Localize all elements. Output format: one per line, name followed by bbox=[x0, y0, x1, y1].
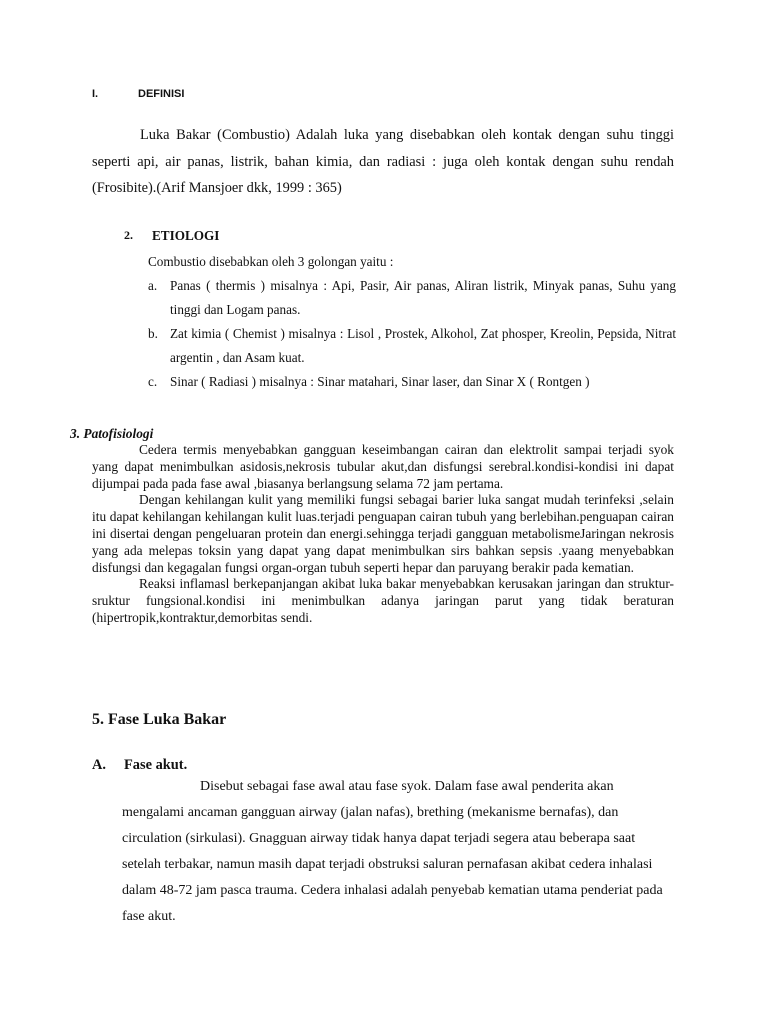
definisi-paragraph: Luka Bakar (Combustio) Adalah luka yang disebabkan oleh kontak dengan suhu tinggi seperti api, air panas, listrik, bahan kimia, dan radiasi : juga oleh kontak dengan suhu rendah (Frosibite).(Arif Mansjoer dkk, 1999 : 365) bbox=[92, 127, 674, 196]
list-item-text: Panas ( thermis ) misalnya : Api, Pasir, Air panas, Aliran listrik, Minyak panas, Suhu yang tinggi dan Logam panas. bbox=[170, 278, 676, 317]
etiologi-section bbox=[122, 228, 682, 394]
fase-akut-title: Fase akut. bbox=[124, 757, 188, 773]
etiologi-heading bbox=[122, 228, 682, 250]
list-item bbox=[122, 370, 676, 394]
list-item-text: Sinar ( Radiasi ) misalnya : Sinar matahari, Sinar laser, dan Sinar X ( Rontgen ) bbox=[170, 374, 590, 389]
fase-heading: 5. Fase Luka Bakar bbox=[92, 711, 227, 728]
list-marker: b. bbox=[148, 326, 158, 341]
paragraph: Reaksi inflamasl berkepanjangan akibat luka bakar menyebabkan kerusakan jaringan dan struktur-sruktur fungsional.kondisi ini menimbulkan adanya jaringan parut yang tidak beraturan (hipertropik,kontraktur,demorbitas sendi. bbox=[92, 576, 674, 625]
etiologi-list bbox=[122, 274, 682, 394]
list-marker: c. bbox=[148, 374, 158, 389]
list-item-text: Zat kimia ( Chemist ) misalnya : Lisol , Prostek, Alkohol, Zat phosper, Kreolin, Pepsida, Nitrat argentin , dan Asam kuat. bbox=[170, 326, 676, 365]
fase-akut-marker: A. bbox=[92, 757, 106, 773]
definisi-number: I. bbox=[92, 88, 99, 100]
definisi-body bbox=[92, 122, 674, 202]
etiologi-number: 2. bbox=[124, 228, 133, 242]
paragraph: Cedera termis menyebabkan gangguan keseimbangan cairan dan elektrolit sampai terjadi syok yang dapat menimbulkan asidosis,nekrosis tubular akut,dan disfungsi serebral.kondisi-kondisi ini dapat dijumpai pada pada fase awal ,biasanya berlangsung selama 72 jam pertama. bbox=[92, 442, 674, 491]
patofisiologi-body bbox=[92, 442, 674, 627]
list-marker: a. bbox=[148, 278, 158, 293]
list-item bbox=[122, 274, 676, 322]
paragraph: Disebut sebagai fase awal atau fase syok. Dalam fase awal penderita akan mengalami ancaman gangguan airway (jalan nafas), brething (mekanisme bernafas), dan circulation (sirkulasi). Gnagguan airway tidak hanya dapat terjadi segera atau beberapa saat setelah terbakar, namun masih dapat terjadi obstruksi saluran pernafasan akibat cedera inhalasi dalam 48-72 jam pasca trauma. Cedera inhalasi adalah penyebab kematian utama penderiat pada fase akut. bbox=[122, 779, 663, 924]
fase-akut-body bbox=[122, 774, 674, 930]
list-item bbox=[122, 322, 676, 370]
paragraph: Dengan kehilangan kulit yang memiliki fungsi sebagai barier luka sangat mudah terinfeksi ,selain itu dapat kehilangan kehilangan kulit luas.terjadi penguapan cairan tubuh yang berlebihan.penguapan cairan ini disertai dengan pengeluaran protein dan energi.sehingga terjadi gangguan metabolismeJaringan nekrosis yang ada melepas toksin yang dapat yang dapat menimbulkan sirs bahkan sepsis .yaang menyebabkan disfungsi dan kegagalan fungsi organ-organ tubuh seperti hepar dan paruyang berakir pada kematian. bbox=[92, 492, 674, 575]
definisi-title: DEFINISI bbox=[138, 88, 185, 100]
patofisiologi-heading: 3. Patofisiologi bbox=[70, 426, 154, 441]
etiologi-title: ETIOLOGI bbox=[152, 228, 220, 243]
etiologi-intro: Combustio disebabkan oleh 3 golongan yaitu : bbox=[148, 254, 394, 269]
